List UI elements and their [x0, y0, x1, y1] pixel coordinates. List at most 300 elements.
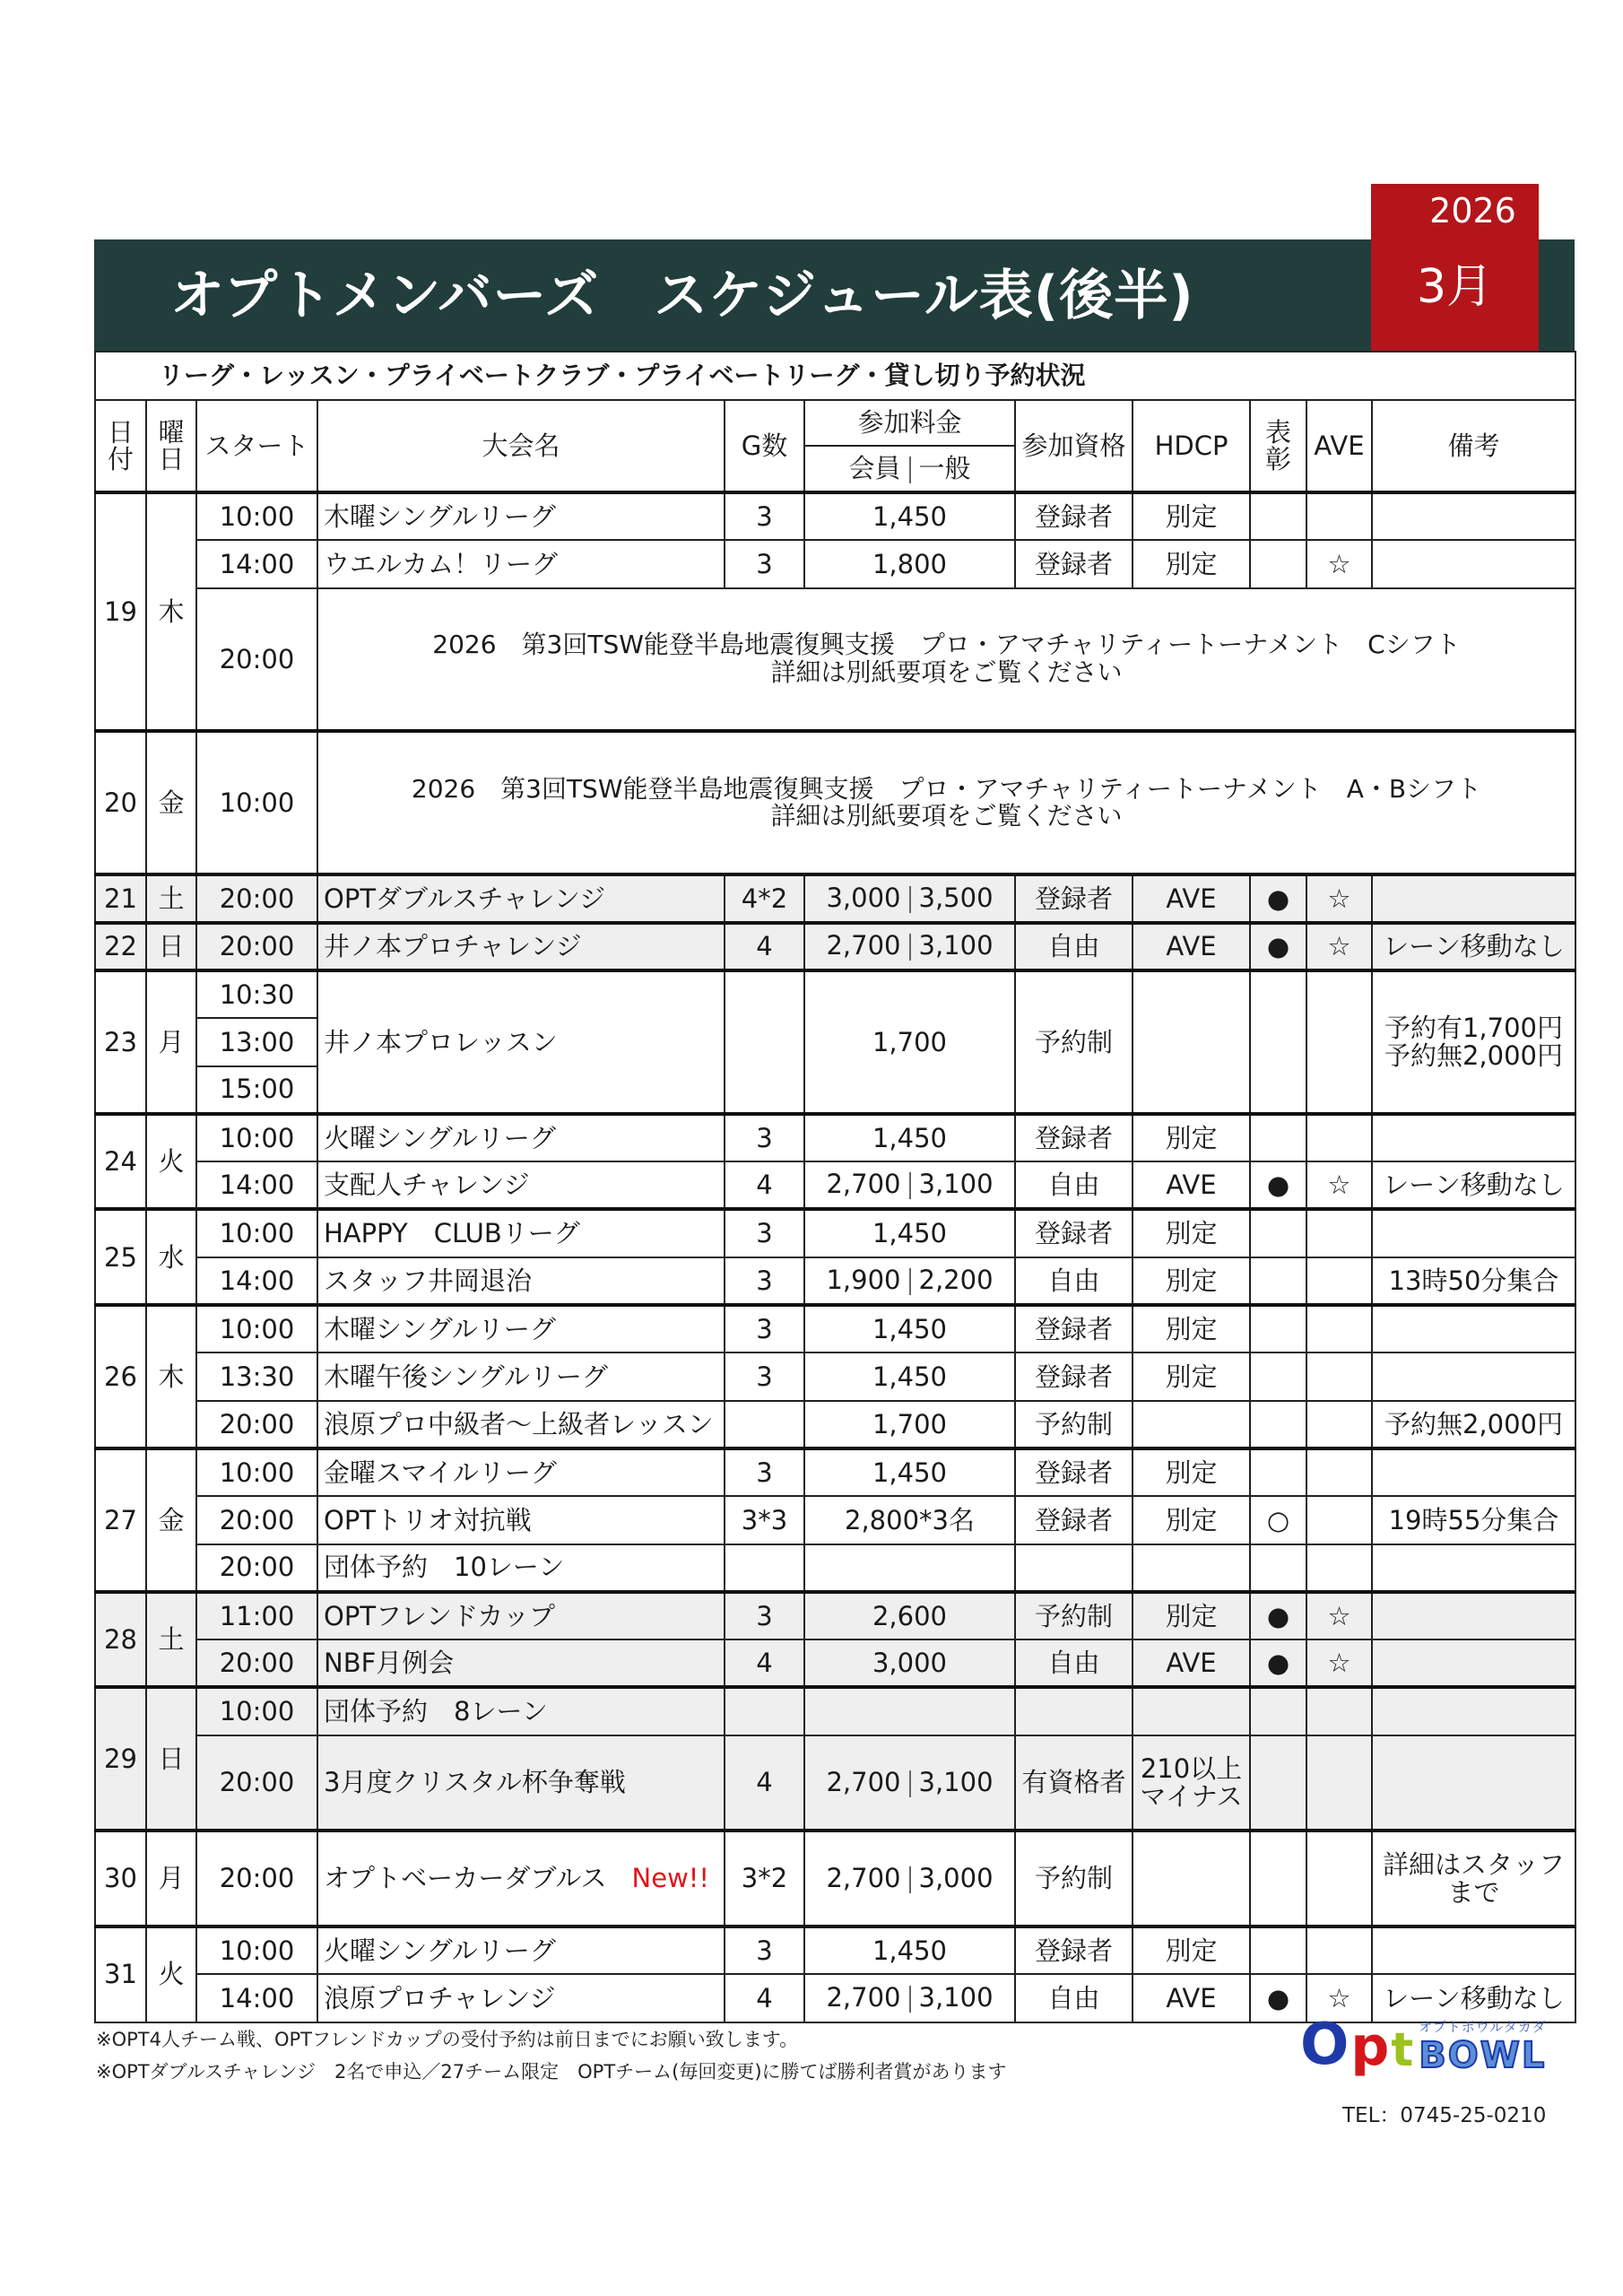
notes-cell: レーン移動なし	[1372, 1161, 1575, 1209]
games-cell: 3*3	[725, 1496, 804, 1544]
start-time-cell: 10:00	[196, 1305, 317, 1352]
fee-general: 3,100	[918, 930, 994, 961]
notes-cell	[1372, 1544, 1575, 1592]
qualification-cell: 登録者	[1015, 874, 1133, 922]
start-time-cell: 13:30	[196, 1352, 317, 1400]
weekday-cell: 木	[146, 1305, 196, 1448]
ave-cell	[1306, 1544, 1372, 1592]
fee-cell: 1,800	[804, 540, 1015, 587]
event-name: 支配人チャレンジ	[324, 1170, 530, 1201]
award-cell	[1250, 1209, 1306, 1257]
ave-cell	[1306, 1305, 1372, 1352]
award-cell	[1250, 1926, 1306, 1974]
year-label: 2026	[1429, 191, 1516, 230]
ave-cell: ☆	[1306, 923, 1372, 970]
qualification-cell: 登録者	[1015, 492, 1133, 540]
award-cell	[1250, 1448, 1306, 1496]
hdcp-cell: 別定	[1133, 1257, 1250, 1305]
tournament-info-cell	[317, 731, 1575, 874]
date-cell: 21	[95, 874, 146, 922]
games-cell: 3	[725, 1448, 804, 1496]
qualification-cell: 自由	[1015, 1257, 1133, 1305]
ave-cell	[1306, 1926, 1372, 1974]
event-name-cell: 井ノ本プロレッスン	[317, 970, 725, 1114]
award-cell	[1250, 1305, 1306, 1352]
fee-cell	[804, 1257, 1015, 1305]
opt-bowl-logo	[1300, 2012, 1547, 2078]
ave-cell	[1306, 1352, 1372, 1400]
table-row	[95, 1592, 1575, 1639]
event-name: 木曜午後シングルリーグ	[324, 1361, 608, 1392]
notes-cell	[1372, 1592, 1575, 1639]
qualification-cell: 登録者	[1015, 1352, 1133, 1400]
fee-divider	[909, 457, 911, 483]
table-subtitle: リーグ・レッスン・プライベートクラブ・プライベートリーグ・貸し切り予約状況	[95, 352, 1575, 400]
footer-note-1: ※OPT4人チーム戦、OPTフレンドカップの受付予約は前日までにお願い致します。	[96, 2029, 799, 2050]
event-name: 木曜シングルリーグ	[324, 500, 556, 532]
fee-cell	[804, 1544, 1015, 1592]
hdcp-cell: 別定	[1133, 1592, 1250, 1639]
notes-cell	[1372, 492, 1575, 540]
event-name: 金曜スマイルリーグ	[324, 1457, 557, 1488]
event-name-cell	[317, 1257, 725, 1305]
table-row	[95, 731, 1575, 874]
fee-member: 1,900	[826, 1264, 901, 1295]
notes-cell: 13時50分集合	[1372, 1257, 1575, 1305]
table-row	[95, 1209, 1575, 1257]
event-name-cell	[317, 923, 725, 970]
logo-letter-o: O	[1300, 2012, 1350, 2078]
fee-cell: 1,450	[804, 1209, 1015, 1257]
date-cell: 23	[95, 970, 146, 1114]
ave-cell	[1306, 1257, 1372, 1305]
qualification-cell: 予約制	[1015, 1401, 1133, 1448]
notes-cell: 19時55分集合	[1372, 1496, 1575, 1544]
date-cell: 27	[95, 1448, 146, 1592]
col-header-fee: 参加料金	[804, 400, 1015, 446]
weekday-cell: 土	[146, 1592, 196, 1688]
games-cell: 3	[725, 1209, 804, 1257]
table-row	[95, 1114, 1575, 1161]
col-header-award: 表 彰	[1250, 400, 1306, 492]
fee-cell: 1,450	[804, 492, 1015, 540]
hdcp-cell: AVE	[1133, 1161, 1250, 1209]
date-cell: 31	[95, 1926, 146, 2022]
qualification-cell	[1015, 1544, 1133, 1592]
ave-cell	[1306, 492, 1372, 540]
table-row	[95, 1257, 1575, 1305]
ave-cell: ☆	[1306, 1592, 1372, 1639]
fee-divider	[909, 1986, 911, 2013]
hdcp-cell: 210以上 マイナス	[1133, 1735, 1250, 1831]
award-cell	[1250, 540, 1306, 587]
fee-cell	[804, 1974, 1015, 2022]
start-time-cell: 14:00	[196, 1257, 317, 1305]
event-name: 団体予約 8レーン	[324, 1696, 548, 1727]
ave-cell	[1306, 1496, 1372, 1544]
qualification-cell: 登録者	[1015, 1114, 1133, 1161]
start-time-cell: 14:00	[196, 540, 317, 587]
event-name: 火曜シングルリーグ	[324, 1935, 556, 1966]
notes-cell: レーン移動なし	[1372, 923, 1575, 970]
start-time-cell: 20:00	[196, 923, 317, 970]
notes-cell	[1372, 1926, 1575, 1974]
start-time-cell: 20:00	[196, 1639, 317, 1687]
award-cell: ●	[1250, 1592, 1306, 1639]
fee-general: 3,000	[918, 1862, 994, 1893]
award-cell: ●	[1250, 1639, 1306, 1687]
event-name-cell	[317, 1974, 725, 2022]
col-header-notes: 備考	[1372, 400, 1575, 492]
event-name-cell	[317, 1496, 725, 1544]
fee-general: 2,200	[918, 1264, 994, 1295]
event-name-cell	[317, 874, 725, 922]
table-row	[95, 970, 1575, 1018]
weekday-cell: 日	[146, 1687, 196, 1831]
event-name: OPTダブルスチャレンジ	[324, 883, 606, 914]
ave-cell	[1306, 1448, 1372, 1496]
ave-cell: ☆	[1306, 874, 1372, 922]
fee-cell: 2,800*3名	[804, 1496, 1015, 1544]
hdcp-cell: 別定	[1133, 1209, 1250, 1257]
footer-note-2: ※OPTダブルスチャレンジ 2名で申込／27チーム限定 OPTチーム(毎回変更)に勝てば勝利者賞があります	[96, 2061, 1007, 2083]
table-row	[95, 1926, 1575, 1974]
start-time-cell: 20:00	[196, 1831, 317, 1926]
hdcp-cell	[1133, 1687, 1250, 1735]
start-time-cell: 20:00	[196, 874, 317, 922]
qualification-cell: 自由	[1015, 1161, 1133, 1209]
date-cell: 22	[95, 923, 146, 970]
event-name: 浪原プロ中級者～上級者レッスン	[324, 1408, 714, 1439]
event-name-cell	[317, 1831, 725, 1926]
new-badge: New!!	[631, 1863, 710, 1894]
date-cell: 29	[95, 1687, 146, 1831]
ave-cell	[1306, 1687, 1372, 1735]
event-name-cell	[317, 1114, 725, 1161]
page-title: オプトメンバーズ スケジュール表(後半)	[170, 265, 1194, 327]
table-row	[95, 1161, 1575, 1209]
col-header-hdcp: HDCP	[1133, 400, 1250, 492]
col-header-name: 大会名	[317, 400, 725, 492]
ave-cell	[1306, 1401, 1372, 1448]
notes-cell: 予約無2,000円	[1372, 1401, 1575, 1448]
event-name-cell	[317, 1544, 725, 1592]
event-name-cell	[317, 1926, 725, 1974]
weekday-cell: 土	[146, 874, 196, 922]
logo-letter-p: p	[1350, 2015, 1390, 2078]
start-time-cell: 13:00	[196, 1018, 317, 1065]
start-time-cell: 10:00	[196, 1114, 317, 1161]
table-row	[95, 1496, 1575, 1544]
hdcp-cell	[1133, 970, 1250, 1114]
event-name: ウエルカム！リーグ	[324, 548, 559, 579]
fee-member-label: 会員	[848, 452, 901, 483]
col-header-date: 日 付	[95, 400, 146, 492]
hdcp-cell: 別定	[1133, 1352, 1250, 1400]
date-cell: 28	[95, 1592, 146, 1688]
qualification-cell: 自由	[1015, 1639, 1133, 1687]
start-time-cell: 10:00	[196, 1926, 317, 1974]
games-cell: 4*2	[725, 874, 804, 922]
qualification-cell: 登録者	[1015, 1305, 1133, 1352]
start-time-cell: 10:00	[196, 1209, 317, 1257]
tournament-info-cell	[317, 588, 1575, 732]
notes-cell: 詳細はスタッフ まで	[1372, 1831, 1575, 1926]
schedule-table	[94, 351, 1576, 2023]
notes-cell	[1372, 540, 1575, 587]
weekday-cell: 月	[146, 1831, 196, 1926]
weekday-cell: 火	[146, 1114, 196, 1210]
weekday-cell: 月	[146, 970, 196, 1114]
event-name: 火曜シングルリーグ	[324, 1122, 556, 1153]
weekday-cell: 金	[146, 1448, 196, 1592]
hdcp-cell	[1133, 1544, 1250, 1592]
table-row	[95, 1544, 1575, 1592]
hdcp-cell: 別定	[1133, 1114, 1250, 1161]
fee-cell: 1,700	[804, 1401, 1015, 1448]
notes-cell	[1372, 1209, 1575, 1257]
fee-cell: 1,450	[804, 1352, 1015, 1400]
award-cell	[1250, 1352, 1306, 1400]
event-name-cell	[317, 1401, 725, 1448]
weekday-cell: 水	[146, 1209, 196, 1305]
start-time-cell: 20:00	[196, 1735, 317, 1831]
games-cell	[725, 970, 804, 1114]
col-header-start: スタート	[196, 400, 317, 492]
fee-general: 3,500	[918, 883, 994, 914]
ave-cell	[1306, 1209, 1372, 1257]
table-row	[95, 1687, 1575, 1735]
logo-bowl: BOWL	[1419, 2035, 1547, 2076]
col-header-ave: AVE	[1306, 400, 1372, 492]
games-cell: 3	[725, 1114, 804, 1161]
notes-cell	[1372, 1114, 1575, 1161]
start-time-cell: 20:00	[196, 1401, 317, 1448]
weekday-cell: 日	[146, 923, 196, 970]
fee-member: 3,000	[826, 883, 901, 914]
hdcp-cell: 別定	[1133, 492, 1250, 540]
start-time-cell: 14:00	[196, 1161, 317, 1209]
notes-cell: レーン移動なし	[1372, 1974, 1575, 2022]
weekday-cell: 火	[146, 1926, 196, 2022]
hdcp-cell: 別定	[1133, 540, 1250, 587]
notes-cell	[1372, 1448, 1575, 1496]
notes-cell	[1372, 1352, 1575, 1400]
award-cell	[1250, 1257, 1306, 1305]
award-cell	[1250, 1544, 1306, 1592]
fee-cell	[804, 1831, 1015, 1926]
ave-cell: ☆	[1306, 1161, 1372, 1209]
games-cell: 4	[725, 1974, 804, 2022]
award-cell: ●	[1250, 1161, 1306, 1209]
hdcp-cell: 別定	[1133, 1926, 1250, 1974]
fee-member: 2,700	[826, 930, 901, 961]
event-name-cell	[317, 1735, 725, 1831]
games-cell: 4	[725, 1161, 804, 1209]
fee-general-label: 一般	[918, 452, 971, 483]
event-name-cell	[317, 540, 725, 587]
date-cell: 19	[95, 492, 146, 731]
weekday-cell: 木	[146, 492, 196, 731]
qualification-cell: 予約制	[1015, 1831, 1133, 1926]
event-name: スタッフ井岡退治	[324, 1265, 533, 1296]
start-time-cell: 10:30	[196, 970, 317, 1018]
fee-divider	[909, 886, 911, 913]
event-name: 井ノ本プロチャレンジ	[324, 931, 582, 962]
fee-cell: 1,450	[804, 1448, 1015, 1496]
event-name: 浪原プロチャレンジ	[324, 1982, 556, 2013]
games-cell: 4	[725, 1735, 804, 1831]
ave-cell	[1306, 1735, 1372, 1831]
qualification-cell: 登録者	[1015, 1209, 1133, 1257]
table-row	[95, 923, 1575, 970]
games-cell: 4	[725, 923, 804, 970]
event-name-cell	[317, 1305, 725, 1352]
fee-cell: 3,000	[804, 1639, 1015, 1687]
fee-cell: 1,450	[804, 1926, 1015, 1974]
games-cell: 3*2	[725, 1831, 804, 1926]
table-row	[95, 588, 1575, 732]
games-cell: 3	[725, 1305, 804, 1352]
start-time-cell: 14:00	[196, 1974, 317, 2022]
ave-cell	[1306, 970, 1372, 1114]
event-name: HAPPY CLUBリーグ	[324, 1218, 580, 1249]
fee-cell	[804, 1161, 1015, 1209]
start-time-cell: 10:00	[196, 492, 317, 540]
fee-cell	[804, 923, 1015, 970]
award-cell	[1250, 492, 1306, 540]
table-row	[95, 492, 1575, 540]
logo-right	[1419, 2021, 1547, 2074]
date-cell: 26	[95, 1305, 146, 1448]
weekday-cell: 金	[146, 731, 196, 874]
event-name: NBF月例会	[324, 1648, 455, 1679]
table-row	[95, 1401, 1575, 1448]
event-name-cell	[317, 1161, 725, 1209]
qualification-cell: 登録者	[1015, 1926, 1133, 1974]
fee-cell	[804, 1735, 1015, 1831]
start-time-cell: 15:00	[196, 1066, 317, 1114]
event-name-cell	[317, 1639, 725, 1687]
table-row	[95, 540, 1575, 587]
col-header-games: G数	[725, 400, 804, 492]
hdcp-cell: AVE	[1133, 1974, 1250, 2022]
fee-cell	[804, 1687, 1015, 1735]
hdcp-cell: AVE	[1133, 923, 1250, 970]
tournament-detail: 詳細は別紙要項をご覧ください	[770, 657, 1123, 688]
event-name: 3月度クリスタル杯争奪戦	[324, 1767, 626, 1798]
notes-cell	[1372, 874, 1575, 922]
games-cell: 3	[725, 1352, 804, 1400]
event-name-cell	[317, 492, 725, 540]
table-row	[95, 874, 1575, 922]
event-name: 団体予約 10レーン	[324, 1552, 565, 1583]
fee-cell: 1,450	[804, 1305, 1015, 1352]
qualification-cell: 有資格者	[1015, 1735, 1133, 1831]
award-cell	[1250, 1401, 1306, 1448]
event-name: オプトベーカーダブルス	[324, 1863, 607, 1894]
fee-cell: 2,600	[804, 1592, 1015, 1639]
games-cell: 3	[725, 1926, 804, 1974]
table-row	[95, 1639, 1575, 1687]
start-time-cell: 10:00	[196, 1687, 317, 1735]
qualification-cell: 自由	[1015, 1974, 1133, 2022]
award-cell	[1250, 970, 1306, 1114]
date-cell: 24	[95, 1114, 146, 1210]
start-time-cell: 20:00	[196, 588, 317, 732]
start-time-cell: 11:00	[196, 1592, 317, 1639]
games-cell: 3	[725, 1592, 804, 1639]
tournament-title: 2026 第3回TSW能登半島地震復興支援 プロ・アマチャリティートーナメント A・Bシフト	[411, 773, 1482, 804]
event-name-cell	[317, 1592, 725, 1639]
qualification-cell: 登録者	[1015, 1448, 1133, 1496]
award-cell: ●	[1250, 1974, 1306, 2022]
games-cell	[725, 1687, 804, 1735]
col-header-fee-split	[804, 446, 1015, 492]
start-time-cell: 10:00	[196, 731, 317, 874]
ave-cell	[1306, 1831, 1372, 1926]
notes-cell	[1372, 1687, 1575, 1735]
award-cell	[1250, 1831, 1306, 1926]
fee-cell: 1,450	[804, 1114, 1015, 1161]
table-row	[95, 1448, 1575, 1496]
fee-cell: 1,700	[804, 970, 1015, 1114]
fee-member: 2,700	[826, 1169, 901, 1200]
tournament-detail: 詳細は別紙要項をご覧ください	[770, 801, 1123, 831]
ave-cell	[1306, 1114, 1372, 1161]
table-row	[95, 1831, 1575, 1926]
col-header-qualification: 参加資格	[1015, 400, 1133, 492]
games-cell	[725, 1544, 804, 1592]
fee-member: 2,700	[826, 1981, 901, 2013]
table-row	[95, 1352, 1575, 1400]
ave-cell: ☆	[1306, 1974, 1372, 2022]
logo-kana: オプトボウルタカダ	[1419, 2019, 1547, 2035]
start-time-cell: 20:00	[196, 1544, 317, 1592]
hdcp-cell	[1133, 1831, 1250, 1926]
award-cell: ○	[1250, 1496, 1306, 1544]
fee-divider	[909, 1172, 911, 1199]
date-cell: 30	[95, 1831, 146, 1926]
month-badge	[1371, 184, 1539, 351]
hdcp-cell	[1133, 1401, 1250, 1448]
qualification-cell: 予約制	[1015, 1592, 1133, 1639]
tournament-title: 2026 第3回TSW能登半島地震復興支援 プロ・アマチャリティートーナメント Cシフト	[432, 630, 1461, 660]
award-cell	[1250, 1687, 1306, 1735]
fee-member: 2,700	[826, 1862, 901, 1893]
games-cell: 3	[725, 492, 804, 540]
event-name-cell	[317, 1209, 725, 1257]
hdcp-cell: 別定	[1133, 1305, 1250, 1352]
award-cell	[1250, 1114, 1306, 1161]
award-cell	[1250, 1735, 1306, 1831]
logo-letter-t: t	[1391, 2023, 1414, 2077]
notes-cell	[1372, 1305, 1575, 1352]
fee-general: 3,100	[918, 1981, 994, 2013]
col-header-weekday: 曜 日	[146, 400, 196, 492]
games-cell: 4	[725, 1639, 804, 1687]
games-cell: 3	[725, 1257, 804, 1305]
fee-divider	[909, 934, 911, 961]
fee-divider	[909, 1268, 911, 1295]
event-name: OPTトリオ対抗戦	[324, 1504, 532, 1535]
games-cell	[725, 1401, 804, 1448]
fee-divider	[909, 1770, 911, 1797]
notes-cell: 予約有1,700円 予約無2,000円	[1372, 970, 1575, 1114]
table-row	[95, 1305, 1575, 1352]
qualification-cell	[1015, 1687, 1133, 1735]
start-time-cell: 10:00	[196, 1448, 317, 1496]
